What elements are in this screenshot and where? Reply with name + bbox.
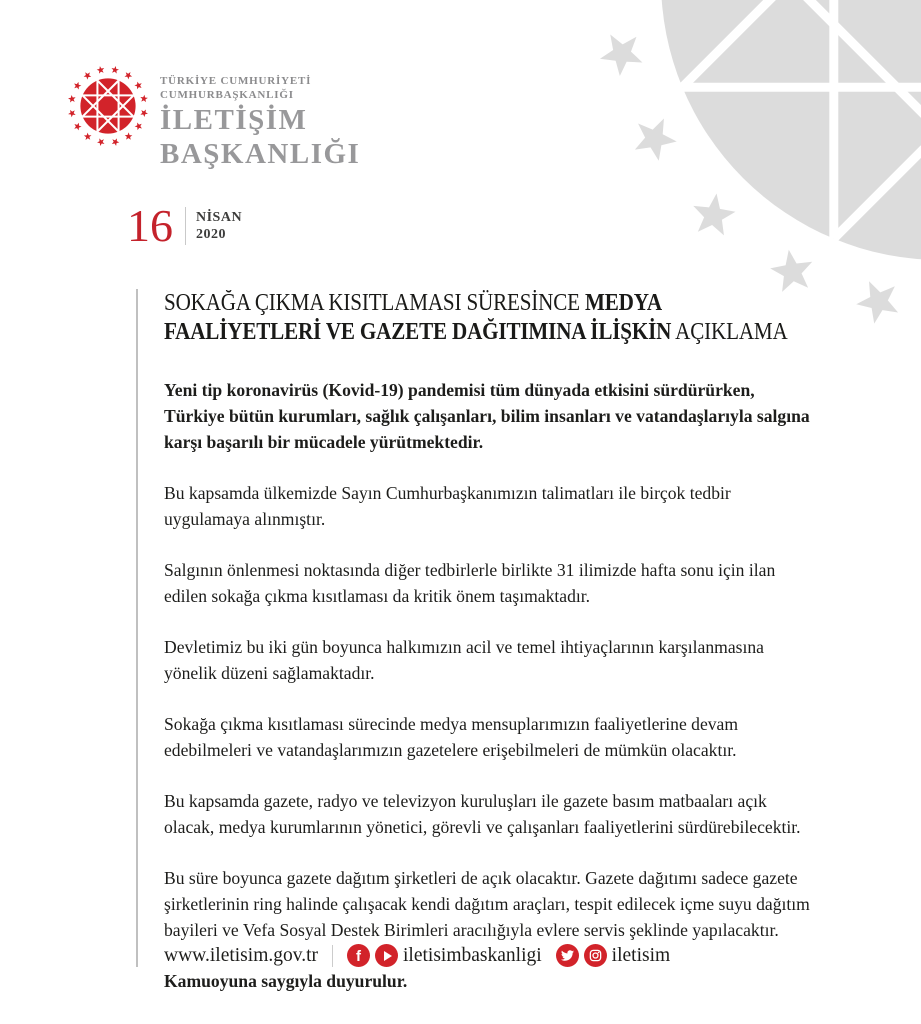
twitter-icon[interactable] xyxy=(556,944,579,967)
instagram-icon[interactable] xyxy=(584,944,607,967)
paragraph: Devletimiz bu iki gün boyunca halkımızın acil ve temel ihtiyaçlarının karşılanmasına yönelik düzeni sağlamaktadır. xyxy=(164,637,764,683)
paragraph: Yeni tip koronavirüs (Kovid-19) pandemisi tüm dünyada etkisini sürdürürken, Türkiye bütün kurumları, sağlık çalışanları, bilim insanları ve vatandaşlarıyla salgına karşı başarılı bir mücadele yürütmektedir. xyxy=(164,380,810,452)
paragraph: Kamuoyuna saygıyla duyurulur. xyxy=(164,971,408,991)
date-month-year xyxy=(196,209,242,244)
paragraph: Sokağa çıkma kısıtlaması sürecinde medya mensuplarımızın faaliyetlerine devam edebilmeleri ve vatandaşlarımızın gazetelere erişebilmeleri de mümkün olacaktır. xyxy=(164,714,739,760)
website-link[interactable]: www.iletisim.gov.tr xyxy=(164,944,319,966)
logo-line-republic: TÜRKİYE CUMHURİYETİ xyxy=(160,75,312,87)
paragraph: Bu süre boyunca gazete dağıtım şirketleri de açık olacaktır. Gazete dağıtımı sadece gazete şirketlerinin ring halinde çalışacak kendi dağıtım araçları, tespit edilecek içme suyu dağıtım bayileri ve Vefa Sosyal Destek Birimleri aracılığıyla evlere servis şeklinde yapılacaktır. xyxy=(164,868,810,940)
logo-line-iletisim: İLETİŞİM xyxy=(160,104,308,136)
paragraph: Bu kapsamda ülkemizde Sayın Cumhurbaşkanımızın talimatları ile birçok tedbir uygulamaya alınmıştır. xyxy=(164,483,731,529)
youtube-icon[interactable] xyxy=(375,944,398,967)
social-handle-alt[interactable]: iletisim xyxy=(611,944,671,966)
logo-line-baskanligi: BAŞKANLIĞI xyxy=(160,138,361,170)
paragraph: Salgının önlenmesi noktasında diğer tedbirlerle birlikte 31 ilimizde hafta sonu için ilan edilen sokağa çıkma kısıtlaması da kritik önem taşımaktadır. xyxy=(164,560,776,606)
date-month: NİSAN xyxy=(196,209,243,225)
social-handle-main[interactable]: iletisimbaskanligi xyxy=(403,944,542,966)
statement-title xyxy=(164,289,819,347)
facebook-icon[interactable]: f xyxy=(347,944,370,967)
statement-body xyxy=(164,289,819,1019)
date-year: 2020 xyxy=(196,227,226,242)
title-line-2: FAALİYETLERİ VE GAZETE DAĞITIMINA İLİŞKİN AÇIKLAMA xyxy=(164,319,788,345)
presidency-logo-emblem xyxy=(62,60,154,152)
title-line-1: SOKAĞA ÇIKMA KISITLAMASI SÜRESİNCE MEDYA xyxy=(164,290,662,316)
logo-line-presidency: CUMHURBAŞKANLIĞI xyxy=(160,89,294,101)
paragraph-list xyxy=(164,377,819,994)
date-divider xyxy=(185,207,186,245)
date-day: 16 xyxy=(127,200,173,251)
footer xyxy=(164,944,670,967)
content-left-rule xyxy=(136,289,138,967)
footer-divider xyxy=(332,945,333,967)
date-block xyxy=(127,200,243,251)
logo-text-block xyxy=(160,76,360,169)
paragraph: Bu kapsamda gazete, radyo ve televizyon kuruluşları ile gazete basım matbaaları açık olacak, medya kurumlarının yönetici, görevli ve çalışanları faaliyetlerini sürdürebilecektir. xyxy=(164,791,801,837)
